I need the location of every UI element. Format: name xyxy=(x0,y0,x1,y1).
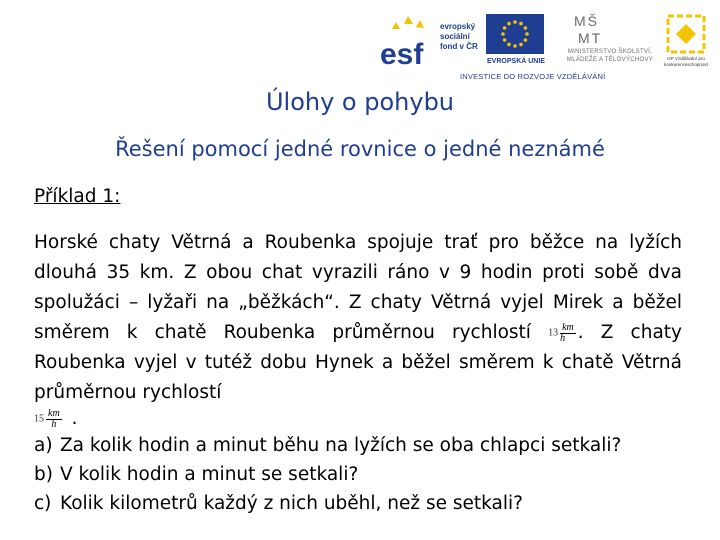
eu-flag-icon xyxy=(486,14,544,54)
question-text: V kolik hodin a minut se setkali? xyxy=(60,464,359,485)
esf-logo-icon xyxy=(380,14,436,70)
opvk-logo-icon xyxy=(666,14,706,54)
msmt-logo-icon xyxy=(574,12,610,46)
problem-line: dlouhá 35 km. Z obou chat vyrazili ráno v 9 hodin proti sobě dva xyxy=(34,262,682,283)
speed-formula xyxy=(34,408,64,429)
problem-line: Horské chaty Větrná a Roubenka spojuje trať pro běžce na lyžích xyxy=(34,232,682,253)
speed-value: 15 xyxy=(34,413,44,425)
unit-denominator: h xyxy=(560,332,566,344)
eu-logo-text: EVROPSKÁ UNIE xyxy=(487,58,545,65)
unit-fraction xyxy=(46,409,62,430)
problem-line-text: . Z chaty xyxy=(577,322,682,343)
opvk-logo-text: OP Vzdělávání pro konkurenceschopnost xyxy=(664,56,708,67)
list-item xyxy=(34,460,358,489)
opvk-logo xyxy=(660,14,712,70)
problem-line-text: směrem k chatě Roubenka průměrnou rychlostí xyxy=(34,322,531,343)
esf-logo-text: evropský sociální fond v ČR xyxy=(440,22,478,51)
page-subtitle: Řešení pomocí jedné rovnice o jedné neznámé xyxy=(115,137,605,161)
question-text: Za kolik hodin a minut běhu na lyžích se oba chlapci setkali? xyxy=(60,435,622,456)
question-text: Kolik kilometrů každý z nich uběhl, než se setkali? xyxy=(60,493,523,514)
list-item xyxy=(34,431,621,460)
problem-line xyxy=(34,405,78,432)
problem-line: spolužáci – lyžaři na „běžkách“. Z chaty Větrná vyjel Mirek a běžel xyxy=(34,292,682,313)
unit-denominator: h xyxy=(51,418,57,430)
unit-fraction xyxy=(560,323,576,344)
svg-text:MT: MT xyxy=(578,30,603,46)
problem-line xyxy=(34,319,682,346)
msmt-logo-text: MINISTERSTVO ŠKOLSTVÍ, MLÁDEŽE A TĚLOVÝCHOVY xyxy=(566,49,654,63)
list-item xyxy=(34,489,523,518)
svg-text:esf: esf xyxy=(380,38,424,70)
msmt-logo xyxy=(566,12,654,70)
speed-value: 13 xyxy=(548,327,559,339)
speed-formula xyxy=(548,322,578,343)
svg-text:MŠ: MŠ xyxy=(574,13,599,29)
header-logos xyxy=(376,12,712,84)
unit-numerator: km xyxy=(48,407,60,419)
problem-line: průměrnou rychlostí xyxy=(34,382,222,403)
esf-logo xyxy=(380,14,484,70)
question-label: b) xyxy=(34,464,53,485)
question-label: c) xyxy=(34,493,52,514)
example-label: Příklad 1: xyxy=(34,186,121,207)
problem-line: Roubenka vyjel v tutéž dobu Hynek a běžel směrem k chatě Větrná xyxy=(34,352,682,373)
unit-numerator: km xyxy=(562,321,574,333)
problem-line-text: . xyxy=(71,408,78,429)
eu-logo xyxy=(486,14,544,70)
page-title: Úlohy o pohybu xyxy=(265,88,455,116)
question-label: a) xyxy=(34,435,53,456)
investice-text: INVESTICE DO ROZVOJE VZDĚLÁVÁNÍ xyxy=(460,72,606,81)
